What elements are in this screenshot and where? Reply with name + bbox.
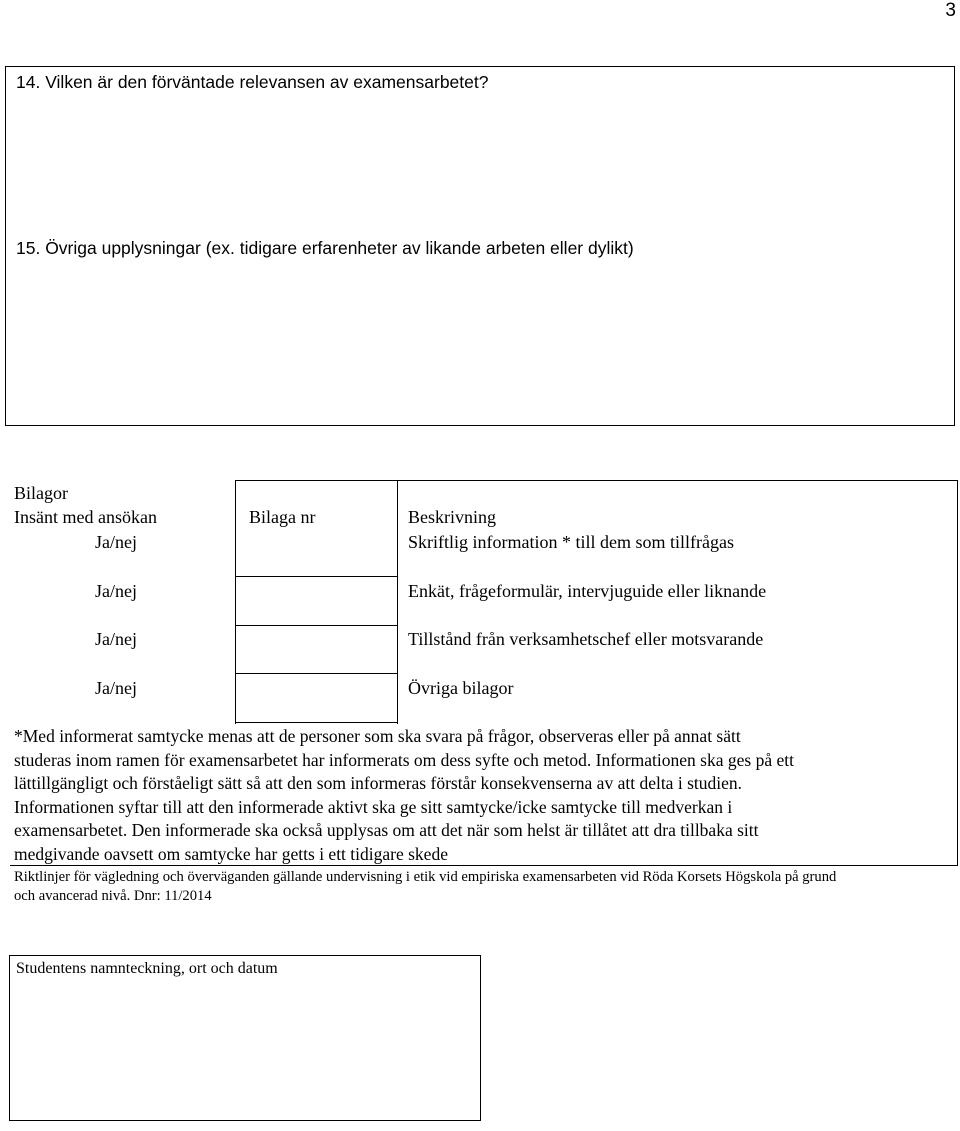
row-1-sent: Ja/nej <box>95 532 137 552</box>
question-15: 15. Övriga upplysningar (ex. tidigare erfarenheter av likande arbeten eller dylikt) <box>16 238 634 258</box>
row-2-sent: Ja/nej <box>95 581 137 601</box>
note-line: medgivande oavsett om samtycke har getts i ett tidigare skede <box>14 843 448 864</box>
note-line: examensarbetet. Den informerade ska också upplysas om att det när som helst är tillåtet att dra tillbaka sitt <box>14 820 759 840</box>
note-line: studeras inom ramen för examensarbetet har informerats om dess syfte och metod. Informationen ska ges på ett <box>14 749 794 770</box>
guidelines-footer <box>14 868 954 905</box>
row-3-description: Tillstånd från verksamhetschef eller motsvarande <box>408 629 764 649</box>
page-number: 3 <box>945 0 956 21</box>
row-4-sent: Ja/nej <box>95 678 137 698</box>
row-1-description: Skriftlig information * till dem som tillfrågas <box>408 532 734 552</box>
note-line: lättillgängligt och förståeligt sätt så att den som informeras förstår konsekvenserna av att delta i studien. <box>14 773 742 793</box>
column-header-number: Bilaga nr <box>249 507 316 527</box>
informed-consent-note <box>14 725 952 866</box>
column-header-description: Beskrivning <box>408 507 496 527</box>
column-header-sent: Insänt med ansökan <box>14 507 157 527</box>
guidelines-line: Riktlinjer för vägledning och överväganden gällande undervisning i etik vid empiriska examensarbeten vid Röda Korsets Högskola på grund <box>14 869 837 885</box>
questions-box <box>5 66 955 426</box>
signature-box <box>9 955 481 1121</box>
question-14: 14. Vilken är den förväntade relevansen av examensarbetet? <box>16 72 489 92</box>
note-line: Informationen syftar till att den informerade aktivt ska ge sitt samtycke/icke samtycke till medverkan i <box>14 796 733 817</box>
guidelines-line: och avancerad nivå. Dnr: 11/2014 <box>14 887 212 904</box>
row-4-description: Övriga bilagor <box>408 678 514 698</box>
signature-label: Studentens namnteckning, ort och datum <box>16 960 278 977</box>
note-line: *Med informerat samtycke menas att de personer som ska svara på frågor, observeras eller på annat sätt <box>14 726 741 746</box>
row-2-description: Enkät, frågeformulär, intervjuguide eller liknande <box>408 581 767 601</box>
row-3-sent: Ja/nej <box>95 629 137 649</box>
attachments-heading: Bilagor <box>14 483 68 503</box>
